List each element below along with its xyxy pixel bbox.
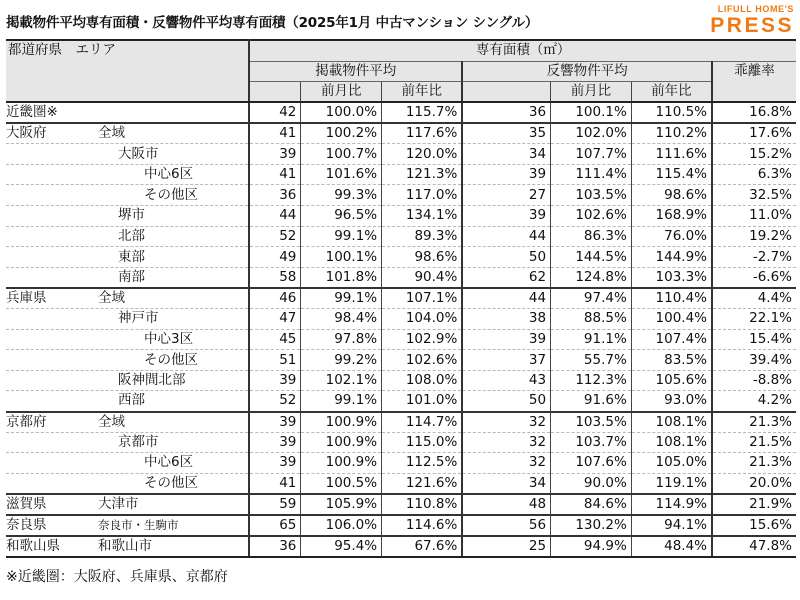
header-response-value	[462, 82, 550, 103]
response-yoy-cell: 108.1%	[631, 432, 712, 453]
header-listed-avg: 掲載物件平均	[249, 61, 462, 82]
gap-rate-cell: 20.0%	[712, 473, 796, 494]
response-mom-cell: 91.1%	[551, 329, 632, 350]
table-row	[6, 123, 796, 144]
listed-area-cell: 41	[249, 164, 301, 185]
response-mom-cell: 112.3%	[551, 370, 632, 391]
table-row	[6, 391, 796, 412]
listed-mom-cell: 101.8%	[301, 267, 382, 288]
response-area-cell: 56	[462, 515, 550, 536]
response-area-cell: 32	[462, 432, 550, 453]
gap-rate-cell: 6.3%	[712, 164, 796, 185]
response-yoy-cell: 115.4%	[631, 164, 712, 185]
response-mom-cell: 144.5%	[551, 247, 632, 268]
gap-rate-cell: 15.2%	[712, 144, 796, 165]
response-mom-cell: 97.4%	[551, 288, 632, 309]
listed-yoy-cell: 101.0%	[382, 391, 463, 412]
listed-yoy-cell: 104.0%	[382, 309, 463, 330]
response-area-cell: 35	[462, 123, 550, 144]
gap-rate-cell: 21.5%	[712, 432, 796, 453]
table-row	[6, 350, 796, 371]
listed-mom-cell: 99.1%	[301, 391, 382, 412]
region-cell	[6, 536, 249, 557]
prefecture-label: 和歌山県	[6, 537, 60, 554]
response-area-cell: 39	[462, 329, 550, 350]
listed-mom-cell: 99.2%	[301, 350, 382, 371]
listed-yoy-cell: 115.0%	[382, 432, 463, 453]
header-listed-mom: 前月比	[301, 82, 382, 103]
prefecture-label: 奈良県	[6, 516, 47, 533]
listed-area-cell: 42	[249, 102, 301, 123]
listed-yoy-cell: 117.0%	[382, 185, 463, 206]
response-mom-cell: 100.1%	[551, 102, 632, 123]
response-yoy-cell: 94.1%	[631, 515, 712, 536]
region-cell: 中心6区	[6, 164, 249, 185]
response-mom-cell: 107.7%	[551, 144, 632, 165]
press-logo	[710, 3, 794, 37]
listed-yoy-cell: 121.6%	[382, 473, 463, 494]
region-cell: 南部	[6, 267, 249, 288]
listed-mom-cell: 100.2%	[301, 123, 382, 144]
table-row	[6, 494, 796, 515]
gap-rate-cell: 4.2%	[712, 391, 796, 412]
table-row	[6, 453, 796, 474]
response-yoy-cell: 168.9%	[631, 206, 712, 227]
response-mom-cell: 84.6%	[551, 494, 632, 515]
header-response-avg: 反響物件平均	[462, 61, 712, 82]
response-yoy-cell: 105.0%	[631, 453, 712, 474]
header-response-yoy: 前年比	[631, 82, 712, 103]
listed-yoy-cell: 102.6%	[382, 350, 463, 371]
response-area-cell: 48	[462, 494, 550, 515]
response-area-cell: 32	[462, 453, 550, 474]
gap-rate-cell: 17.6%	[712, 123, 796, 144]
listed-yoy-cell: 114.7%	[382, 412, 463, 433]
listed-yoy-cell: 98.6%	[382, 247, 463, 268]
listed-yoy-cell: 112.5%	[382, 453, 463, 474]
listed-mom-cell: 101.6%	[301, 164, 382, 185]
listed-area-cell: 65	[249, 515, 301, 536]
response-mom-cell: 88.5%	[551, 309, 632, 330]
header-gap-rate: 乖離率	[712, 61, 796, 102]
response-yoy-cell: 114.9%	[631, 494, 712, 515]
listed-yoy-cell: 114.6%	[382, 515, 463, 536]
listed-area-cell: 51	[249, 350, 301, 371]
response-yoy-cell: 105.6%	[631, 370, 712, 391]
gap-rate-cell: 32.5%	[712, 185, 796, 206]
listed-area-cell: 39	[249, 453, 301, 474]
response-area-cell: 32	[462, 412, 550, 433]
response-area-cell: 62	[462, 267, 550, 288]
table-row	[6, 370, 796, 391]
response-mom-cell: 124.8%	[551, 267, 632, 288]
region-cell	[6, 494, 249, 515]
region-cell: 阪神間北部	[6, 370, 249, 391]
table-row	[6, 247, 796, 268]
logo-press-text: PRESS	[710, 14, 794, 37]
area-label: 全域	[98, 289, 125, 306]
listed-area-cell: 36	[249, 185, 301, 206]
response-yoy-cell: 100.4%	[631, 309, 712, 330]
listed-mom-cell: 96.5%	[301, 206, 382, 227]
response-mom-cell: 103.5%	[551, 412, 632, 433]
listed-yoy-cell: 67.6%	[382, 536, 463, 557]
response-area-cell: 25	[462, 536, 550, 557]
listed-mom-cell: 95.4%	[301, 536, 382, 557]
area-label: 大津市	[98, 495, 139, 512]
region-cell	[6, 102, 249, 123]
response-mom-cell: 102.6%	[551, 206, 632, 227]
prefecture-label: 大阪府	[6, 125, 47, 142]
listed-area-cell: 39	[249, 370, 301, 391]
region-cell: その他区	[6, 473, 249, 494]
response-mom-cell: 111.4%	[551, 164, 632, 185]
listed-yoy-cell: 102.9%	[382, 329, 463, 350]
listed-area-cell: 47	[249, 309, 301, 330]
listed-yoy-cell: 110.8%	[382, 494, 463, 515]
response-area-cell: 38	[462, 309, 550, 330]
listed-mom-cell: 98.4%	[301, 309, 382, 330]
response-yoy-cell: 144.9%	[631, 247, 712, 268]
listed-mom-cell: 105.9%	[301, 494, 382, 515]
gap-rate-cell: -6.6%	[712, 267, 796, 288]
header-pref-area: 都道府県 エリア	[6, 40, 249, 102]
listed-area-cell: 46	[249, 288, 301, 309]
listed-mom-cell: 100.7%	[301, 144, 382, 165]
response-yoy-cell: 107.4%	[631, 329, 712, 350]
listed-mom-cell: 99.3%	[301, 185, 382, 206]
response-yoy-cell: 98.6%	[631, 185, 712, 206]
listed-area-cell: 39	[249, 432, 301, 453]
listed-area-cell: 41	[249, 473, 301, 494]
listed-area-cell: 49	[249, 247, 301, 268]
table-row	[6, 412, 796, 433]
gap-rate-cell: 15.6%	[712, 515, 796, 536]
region-cell: 神戸市	[6, 309, 249, 330]
response-area-cell: 50	[462, 391, 550, 412]
region-cell	[6, 288, 249, 309]
listed-area-cell: 44	[249, 206, 301, 227]
region-cell: その他区	[6, 185, 249, 206]
listed-yoy-cell: 107.1%	[382, 288, 463, 309]
listed-yoy-cell: 89.3%	[382, 226, 463, 247]
table-row	[6, 267, 796, 288]
footnote: ※近畿圏：大阪府、兵庫県、京都府	[6, 569, 228, 585]
listed-mom-cell: 100.1%	[301, 247, 382, 268]
area-table	[6, 39, 796, 558]
gap-rate-cell: 47.8%	[712, 536, 796, 557]
listed-mom-cell: 100.0%	[301, 102, 382, 123]
gap-rate-cell: 11.0%	[712, 206, 796, 227]
gap-rate-cell: 21.3%	[712, 453, 796, 474]
prefecture-label: 近畿圏※	[6, 104, 58, 121]
listed-area-cell: 41	[249, 123, 301, 144]
region-cell	[6, 515, 249, 536]
response-area-cell: 39	[462, 206, 550, 227]
table-header	[6, 40, 796, 102]
region-cell: 西部	[6, 391, 249, 412]
listed-area-cell: 59	[249, 494, 301, 515]
table-row	[6, 329, 796, 350]
listed-yoy-cell: 117.6%	[382, 123, 463, 144]
gap-rate-cell: 21.9%	[712, 494, 796, 515]
response-mom-cell: 130.2%	[551, 515, 632, 536]
response-yoy-cell: 108.1%	[631, 412, 712, 433]
prefecture-label: 京都府	[6, 413, 47, 430]
area-label: 和歌山市	[98, 537, 152, 554]
response-mom-cell: 55.7%	[551, 350, 632, 371]
gap-rate-cell: -2.7%	[712, 247, 796, 268]
response-area-cell: 39	[462, 164, 550, 185]
region-cell: 東部	[6, 247, 249, 268]
header-listed-value	[249, 82, 301, 103]
gap-rate-cell: 19.2%	[712, 226, 796, 247]
response-yoy-cell: 119.1%	[631, 473, 712, 494]
table-row	[6, 473, 796, 494]
table-row	[6, 164, 796, 185]
table-row	[6, 288, 796, 309]
area-label: 奈良市・生駒市	[98, 517, 179, 532]
response-yoy-cell: 103.3%	[631, 267, 712, 288]
gap-rate-cell: 39.4%	[712, 350, 796, 371]
region-cell	[6, 123, 249, 144]
response-yoy-cell: 110.2%	[631, 123, 712, 144]
listed-mom-cell: 97.8%	[301, 329, 382, 350]
region-cell: 中心3区	[6, 329, 249, 350]
response-mom-cell: 103.7%	[551, 432, 632, 453]
region-cell: 大阪市	[6, 144, 249, 165]
gap-rate-cell: 16.8%	[712, 102, 796, 123]
listed-area-cell: 52	[249, 391, 301, 412]
table-row	[6, 515, 796, 536]
listed-mom-cell: 100.5%	[301, 473, 382, 494]
listed-mom-cell: 99.1%	[301, 226, 382, 247]
response-mom-cell: 91.6%	[551, 391, 632, 412]
table-row	[6, 536, 796, 557]
listed-yoy-cell: 90.4%	[382, 267, 463, 288]
listed-area-cell: 36	[249, 536, 301, 557]
response-area-cell: 34	[462, 144, 550, 165]
listed-yoy-cell: 120.0%	[382, 144, 463, 165]
gap-rate-cell: -8.8%	[712, 370, 796, 391]
response-yoy-cell: 93.0%	[631, 391, 712, 412]
listed-mom-cell: 106.0%	[301, 515, 382, 536]
listed-mom-cell: 100.9%	[301, 432, 382, 453]
region-cell: 北部	[6, 226, 249, 247]
response-yoy-cell: 110.5%	[631, 102, 712, 123]
gap-rate-cell: 4.4%	[712, 288, 796, 309]
response-area-cell: 36	[462, 102, 550, 123]
table-row	[6, 206, 796, 227]
region-cell	[6, 412, 249, 433]
response-yoy-cell: 48.4%	[631, 536, 712, 557]
page-title: 掲載物件平均専有面積・反響物件平均専有面積（2025年1月 中古マンション シングル）	[6, 15, 539, 31]
area-label: 全域	[98, 413, 125, 430]
prefecture-label: 滋賀県	[6, 495, 47, 512]
response-mom-cell: 90.0%	[551, 473, 632, 494]
response-area-cell: 44	[462, 226, 550, 247]
listed-mom-cell: 102.1%	[301, 370, 382, 391]
header-floor-area: 専有面積（㎡）	[249, 40, 796, 61]
listed-yoy-cell: 134.1%	[382, 206, 463, 227]
listed-yoy-cell: 121.3%	[382, 164, 463, 185]
listed-area-cell: 39	[249, 412, 301, 433]
response-yoy-cell: 110.4%	[631, 288, 712, 309]
listed-area-cell: 58	[249, 267, 301, 288]
listed-yoy-cell: 108.0%	[382, 370, 463, 391]
response-area-cell: 34	[462, 473, 550, 494]
response-area-cell: 44	[462, 288, 550, 309]
region-cell: 京都市	[6, 432, 249, 453]
table-row	[6, 185, 796, 206]
header-response-mom: 前月比	[551, 82, 632, 103]
response-area-cell: 37	[462, 350, 550, 371]
header-listed-yoy: 前年比	[382, 82, 463, 103]
response-mom-cell: 107.6%	[551, 453, 632, 474]
response-mom-cell: 102.0%	[551, 123, 632, 144]
response-mom-cell: 94.9%	[551, 536, 632, 557]
listed-area-cell: 39	[249, 144, 301, 165]
listed-yoy-cell: 115.7%	[382, 102, 463, 123]
listed-area-cell: 52	[249, 226, 301, 247]
listed-area-cell: 45	[249, 329, 301, 350]
response-area-cell: 50	[462, 247, 550, 268]
table-row	[6, 102, 796, 123]
response-yoy-cell: 76.0%	[631, 226, 712, 247]
gap-rate-cell: 21.3%	[712, 412, 796, 433]
area-label: 全域	[98, 125, 125, 142]
table-row	[6, 226, 796, 247]
listed-mom-cell: 100.9%	[301, 412, 382, 433]
listed-mom-cell: 99.1%	[301, 288, 382, 309]
region-cell: 中心6区	[6, 453, 249, 474]
response-yoy-cell: 83.5%	[631, 350, 712, 371]
table-body	[6, 102, 796, 557]
prefecture-label: 兵庫県	[6, 289, 47, 306]
region-cell: その他区	[6, 350, 249, 371]
response-area-cell: 27	[462, 185, 550, 206]
listed-mom-cell: 100.9%	[301, 453, 382, 474]
region-cell: 堺市	[6, 206, 249, 227]
response-yoy-cell: 111.6%	[631, 144, 712, 165]
table-row	[6, 309, 796, 330]
table-row	[6, 144, 796, 165]
response-area-cell: 43	[462, 370, 550, 391]
gap-rate-cell: 15.4%	[712, 329, 796, 350]
response-mom-cell: 103.5%	[551, 185, 632, 206]
response-mom-cell: 86.3%	[551, 226, 632, 247]
table-row	[6, 432, 796, 453]
gap-rate-cell: 22.1%	[712, 309, 796, 330]
logo-brand-text: LIFULL HOME'S	[717, 4, 794, 14]
